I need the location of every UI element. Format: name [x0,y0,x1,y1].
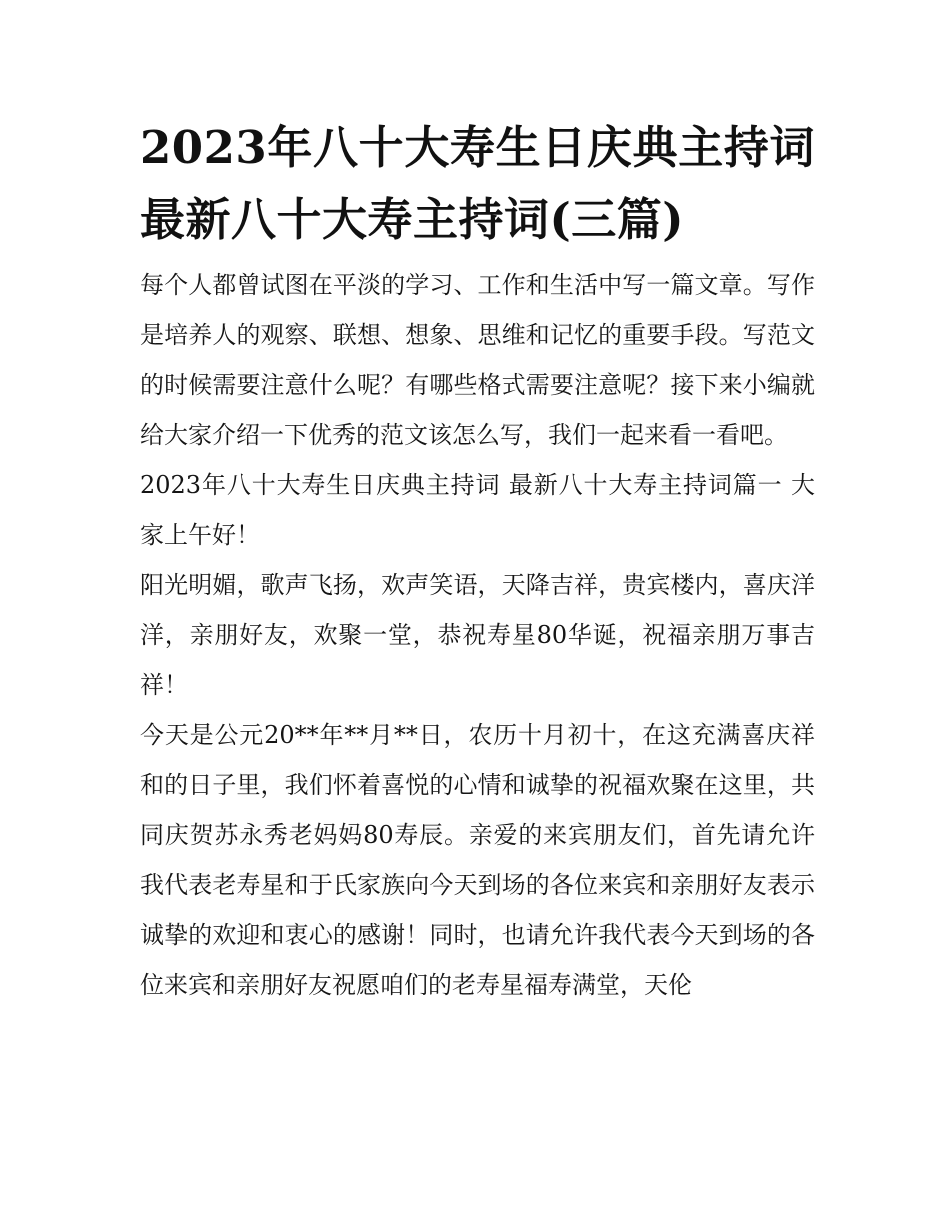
document-content [140,112,815,1010]
intro-paragraph: 每个人都曾试图在平淡的学习、工作和生活中写一篇文章。写作是培养人的观察、联想、想象、思维和记忆的重要手段。写范文的时候需要注意什么呢？有哪些格式需要注意呢？接下来小编就给大家介绍一下优秀的范文该怎么写，我们一起来看一看吧。 [140,271,815,449]
document-body [140,260,815,1010]
section-heading-paragraph: 2023年八十大寿生日庆典主持词 最新八十大寿主持词篇一 大家上午好！ [140,471,815,549]
document-title: 2023年八十大寿生日庆典主持词 最新八十大寿主持词(三篇) [140,121,815,246]
opening-speech-paragraph: 今天是公元20**年**月**日，农历十月初十，在这充满喜庆祥和的日子里，我们怀着喜悦的心情和诚挚的祝福欢聚在这里，共同庆贺苏永秀老妈妈80寿辰。亲爱的来宾朋友们，首先请允许我代表老寿星和于氏家族向今天到场的各位来宾和亲朋好友表示诚挚的欢迎和衷心的感谢！同时，也请允许我代表今天到场的各位来宾和亲朋好友祝愿咱们的老寿星福寿满堂，天伦 [140,721,815,999]
greeting-paragraph: 阳光明媚，歌声飞扬，欢声笑语，天降吉祥，贵宾楼内，喜庆洋洋，亲朋好友，欢聚一堂，恭祝寿星80华诞，祝福亲朋万事吉祥！ [140,571,815,699]
